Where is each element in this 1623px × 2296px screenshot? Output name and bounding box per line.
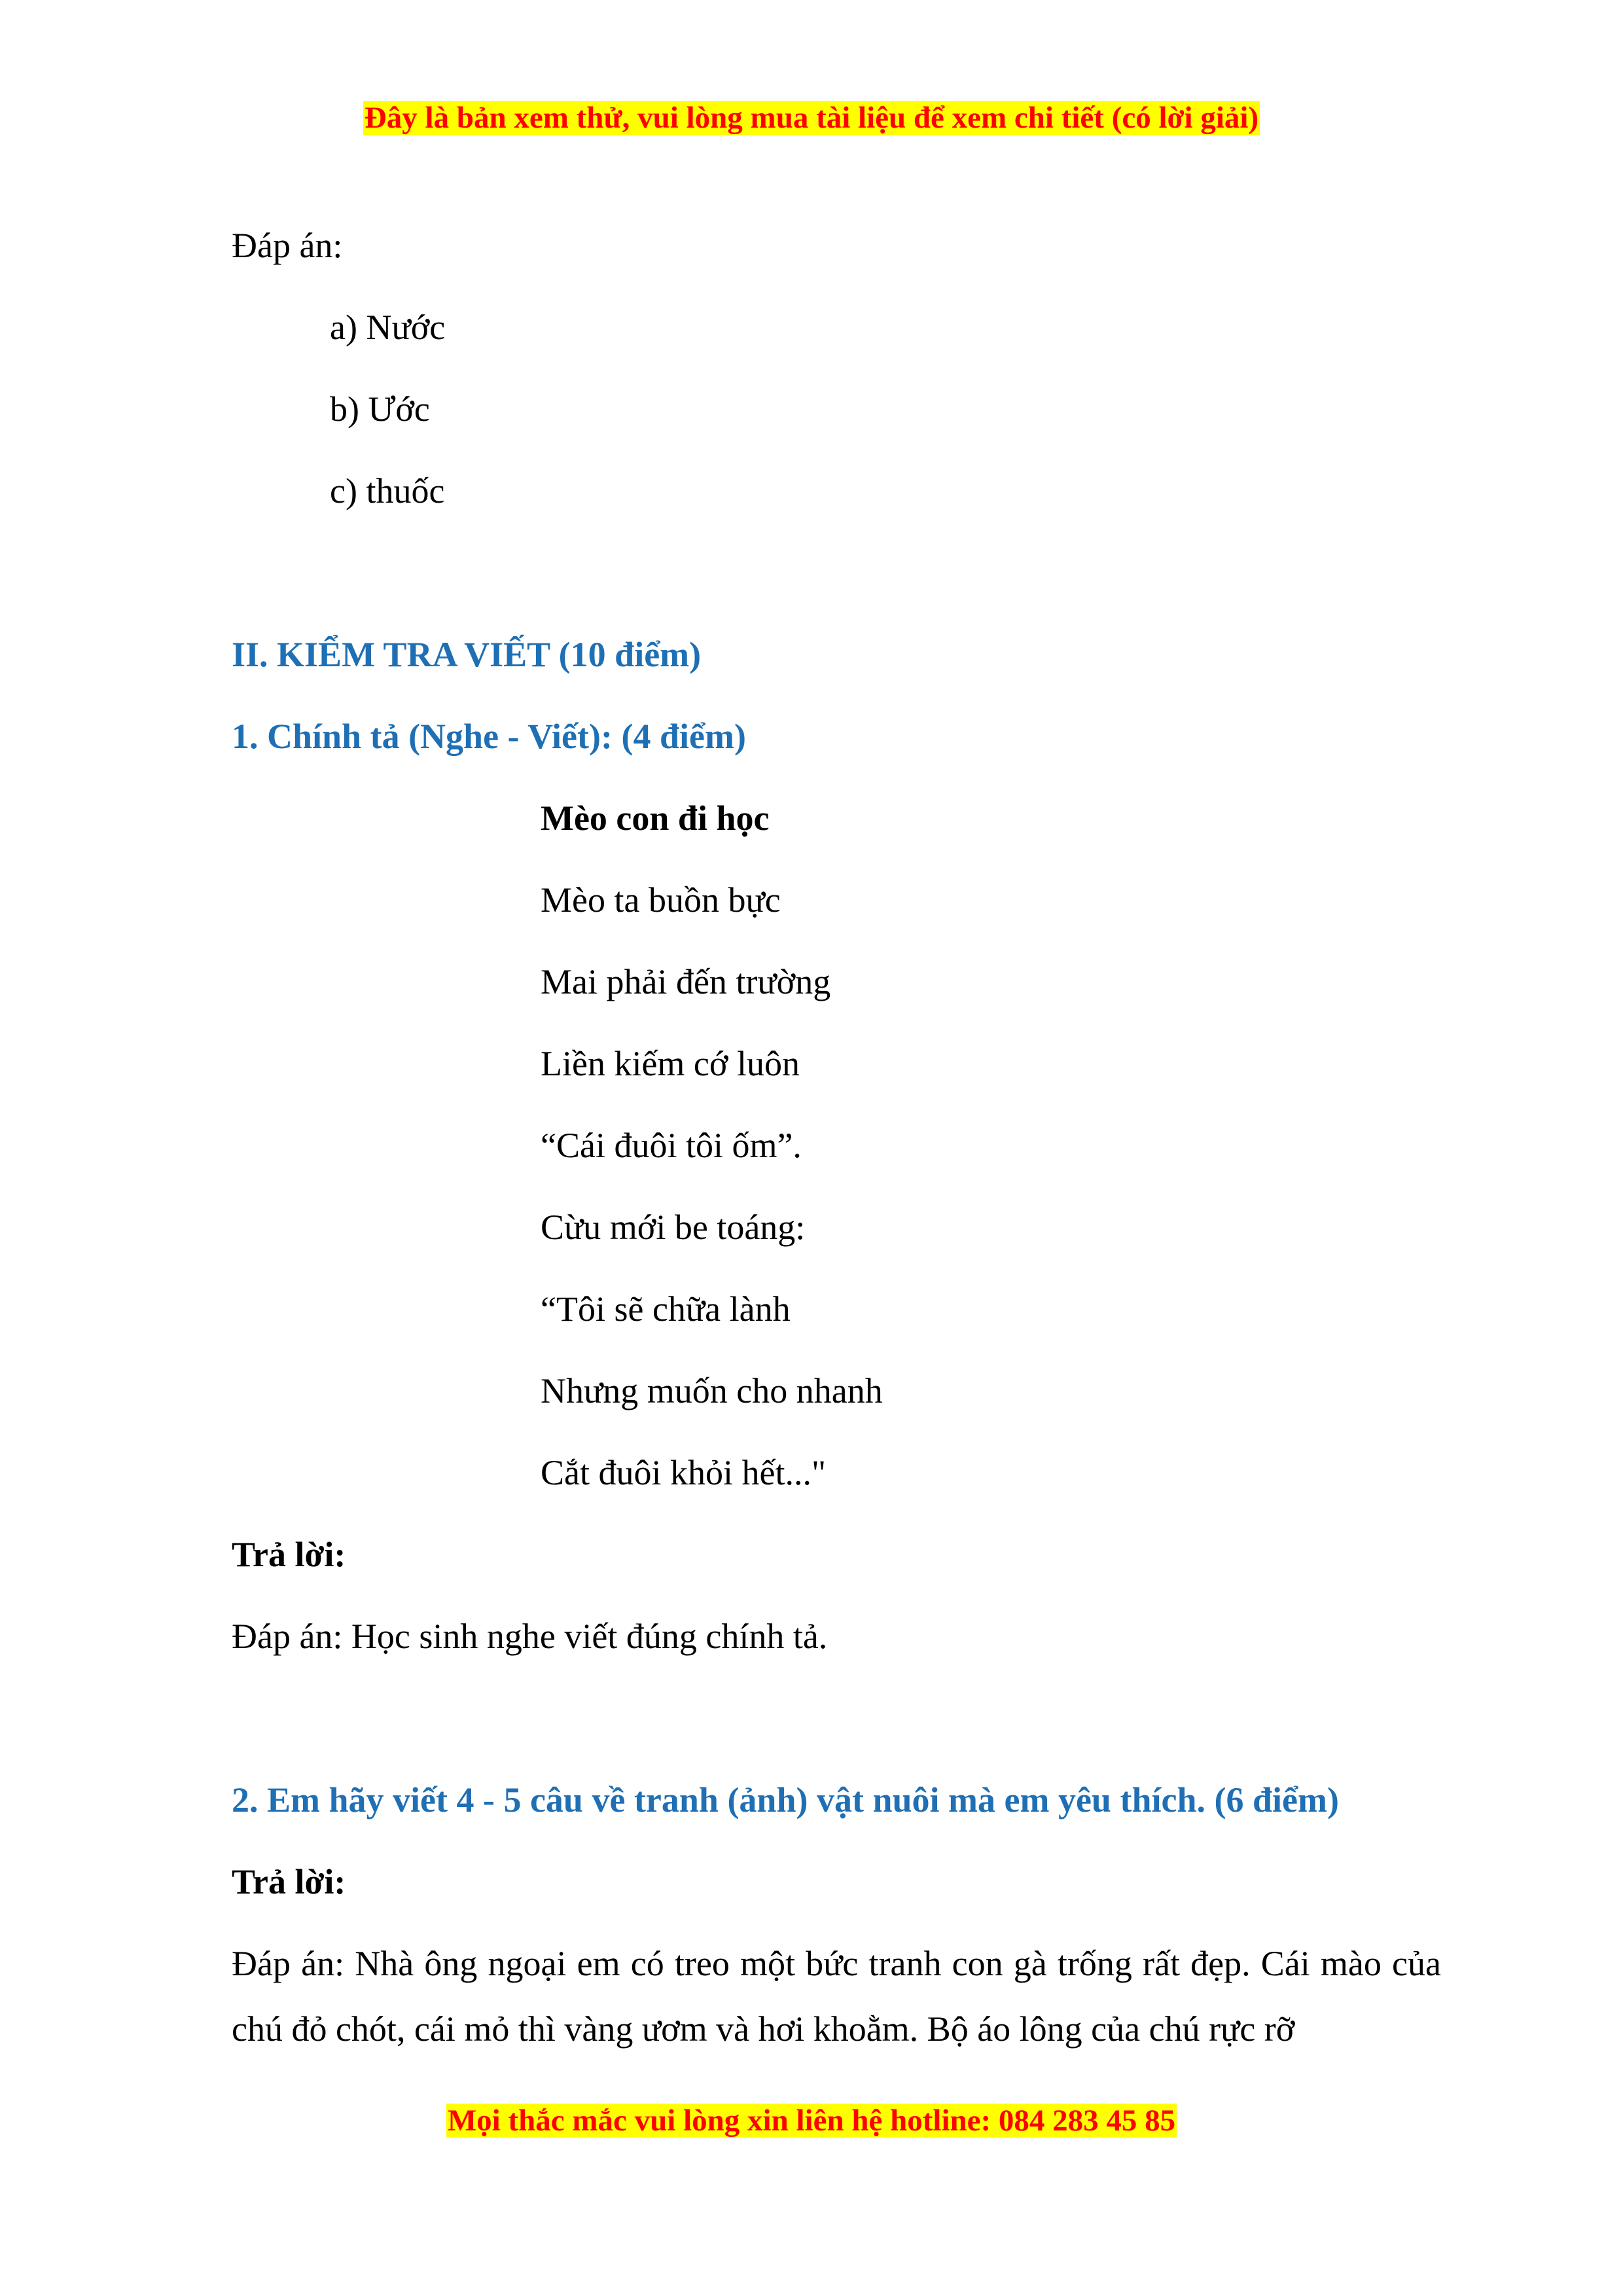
- poem-title: Mèo con đi học: [541, 798, 770, 838]
- question2-answer: Đáp án: Nhà ông ngoại em có treo một bức tranh con gà trống rất đẹp. Cái mào của chú đỏ chót, cái mỏ thì vàng ươm và hơi khoằm. Bộ áo lông của chú rực rỡ: [232, 1944, 1441, 2049]
- preview-banner-text: Đây là bản xem thử, vui lòng mua tài liệu để xem chi tiết (có lời giải): [364, 101, 1259, 135]
- poem-line: “Tôi sẽ chữa lành: [541, 1289, 791, 1329]
- question2-reply-label: Trả lời:: [232, 1862, 346, 1901]
- poem-line: Cừu mới be toáng:: [541, 1208, 806, 1247]
- question1-heading: 1. Chính tả (Nghe - Viết): (4 điểm): [232, 717, 746, 756]
- poem-line: Mai phải đến trường: [541, 962, 831, 1001]
- hotline-banner-text: Mọi thắc mắc vui lòng xin liên hệ hotline: 084 283 45 85: [447, 2104, 1176, 2138]
- preview-banner: [0, 98, 1623, 137]
- answer-label: Đáp án:: [232, 226, 343, 265]
- answer-item-c: c) thuốc: [330, 471, 445, 511]
- question2-heading: 2. Em hãy viết 4 - 5 câu về tranh (ảnh) vật nuôi mà em yêu thích. (6 điểm): [232, 1780, 1339, 1820]
- hotline-banner: [0, 2101, 1623, 2140]
- question1-answer: Đáp án: Học sinh nghe viết đúng chính tả.: [232, 1617, 828, 1656]
- answer-item-b: b) Ước: [330, 389, 430, 429]
- poem-line: Liền kiếm cớ luôn: [541, 1044, 800, 1083]
- question1-reply-label: Trả lời:: [232, 1535, 346, 1574]
- poem-line: “Cái đuôi tôi ốm”.: [541, 1126, 802, 1165]
- answer-item-a: a) Nước: [330, 308, 446, 347]
- poem-line: Mèo ta buồn bực: [541, 880, 781, 920]
- poem-line: Nhưng muốn cho nhanh: [541, 1371, 883, 1410]
- section-heading: II. KIỂM TRA VIẾT (10 điểm): [232, 635, 702, 674]
- poem-line: Cắt đuôi khỏi hết...": [541, 1453, 827, 1492]
